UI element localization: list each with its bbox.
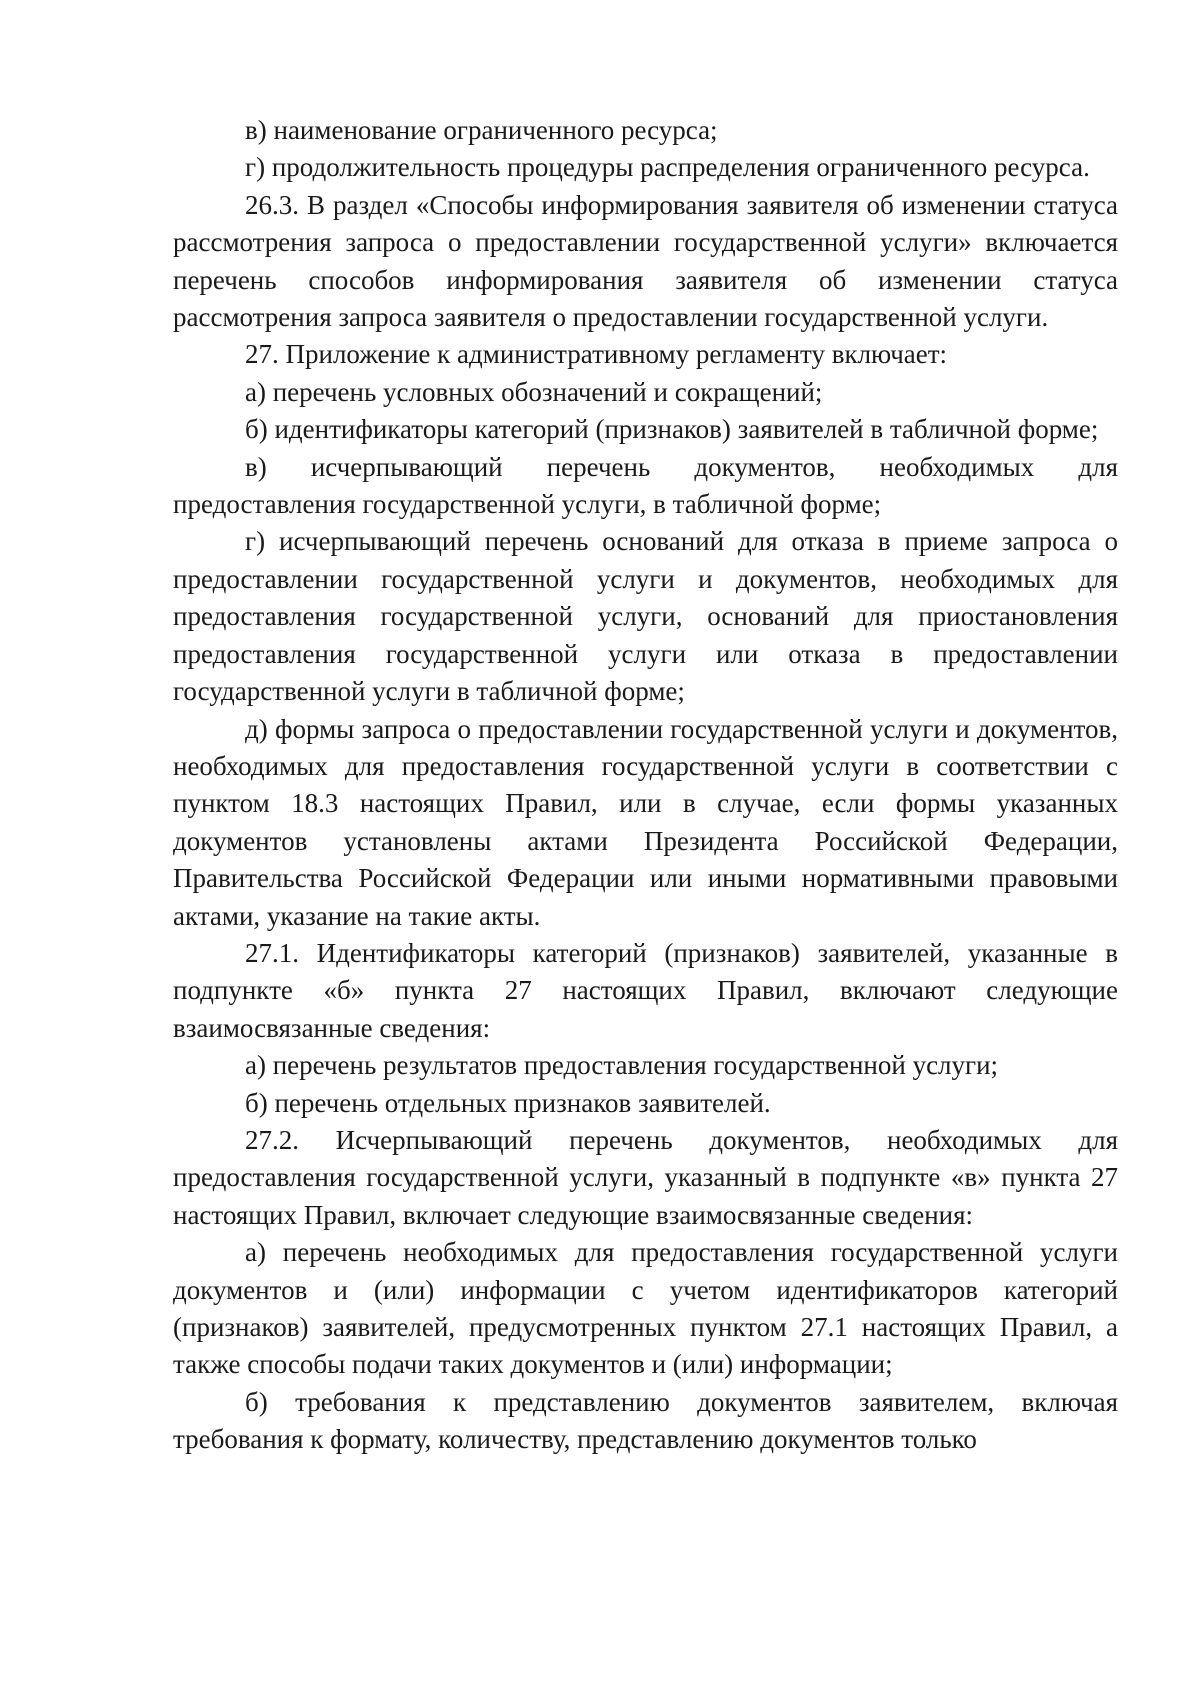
paragraph-27-2-a: а) перечень необходимых для предоставления государственной услуги документов и (или) информации с учетом идентификаторов категорий (признаков) заявителей, предусмотренных пунктом 27.1 настоящих Правил, а также способы подачи таких документов и (или) информации;	[173, 1237, 1118, 1380]
paragraph-27-1-a: а) перечень результатов предоставления государственной услуги;	[245, 1050, 999, 1081]
document-body	[173, 112, 1118, 1459]
paragraph-27-2-b: б) требования к представлению документов заявителем, включая требования к формату, количеству, представлению документов только	[173, 1386, 1118, 1455]
paragraph-27-2: 27.2. Исчерпывающий перечень документов, необходимых для предоставления государственной услуги, указанный в подпункте «в» пункта 27 настоящих Правил, включает следующие взаимосвязанные сведения:	[173, 1124, 1118, 1230]
paragraph-27-g: г) исчерпывающий перечень оснований для отказа в приеме запроса о предоставлении государственной услуги и документов, необходимых для предоставления государственной услуги, оснований для приостановления предоставления государственной услуги или отказа в предоставлении государственной услуги в табличной форме;	[173, 526, 1118, 707]
paragraph-27-a: а) перечень условных обозначений и сокращений;	[245, 376, 823, 407]
paragraph-item-g-duration: г) продолжительность процедуры распределения ограниченного ресурса.	[245, 152, 1090, 183]
paragraph-item-v-resource-name: в) наименование ограниченного ресурса;	[245, 115, 718, 145]
paragraph-27: 27. Приложение к административному регламенту включает:	[245, 339, 948, 370]
paragraph-27-1-b: б) перечень отдельных признаков заявителей.	[245, 1087, 771, 1118]
paragraph-27-d: д) формы запроса о предоставлении государственной услуги и документов, необходимых для предоставления государственной услуги в соответствии с пунктом 18.3 настоящих Правил, или в случае, если формы указанных документов установлены актами Президента Российской Федерации, Правительства Российской Федерации или иными нормативными правовыми актами, указание на такие акты.	[173, 713, 1118, 931]
paragraph-26-3: 26.3. В раздел «Способы информирования заявителя об изменении статуса рассмотрения запроса о предоставлении государственной услуги» включается перечень способов информирования заявителя об изменении статуса рассмотрения запроса заявителя о предоставлении государственной услуги.	[173, 189, 1118, 333]
paragraph-27-1: 27.1. Идентификаторы категорий (признаков) заявителей, указанные в подпункте «б» пункта 27 настоящих Правил, включают следующие взаимосвязанные сведения:	[173, 937, 1118, 1043]
paragraph-27-v: в) исчерпывающий перечень документов, необходимых для предоставления государственной услуги, в табличной форме;	[173, 451, 1118, 520]
paragraph-27-b: б) идентификаторы категорий (признаков) заявителей в табличной форме;	[245, 414, 1099, 445]
